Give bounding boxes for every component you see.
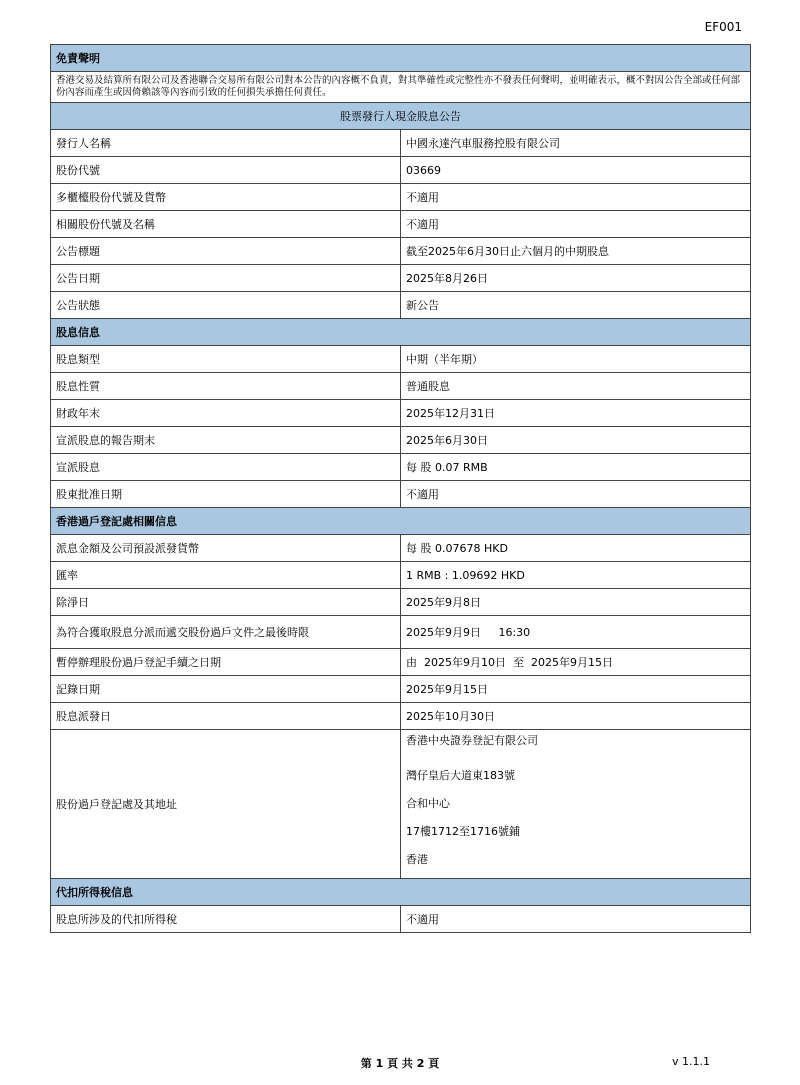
row-label: 暫停辦理股份過戶登記手續之日期 [51, 649, 401, 676]
row-label: 公告日期 [51, 265, 401, 292]
table-row [51, 481, 751, 508]
table-row [51, 649, 751, 676]
row-value: 不適用 [401, 906, 751, 933]
row-label: 多櫃檯股份代號及貨幣 [51, 184, 401, 211]
address-line: 灣仔皇后大道東183號 [406, 769, 515, 782]
row-label: 股息性質 [51, 373, 401, 400]
row-value: 不適用 [401, 184, 751, 211]
disclaimer-title: 免責聲明 [51, 45, 751, 72]
row-label: 記錄日期 [51, 676, 401, 703]
row-value: 不適用 [401, 481, 751, 508]
row-value: 2025年9月15日 [401, 676, 751, 703]
row-value: 2025年10月30日 [401, 703, 751, 730]
table-row [51, 292, 751, 319]
row-value: 由 2025年9月10日 至 2025年9月15日 [401, 649, 751, 676]
form-code: EF001 [704, 20, 742, 34]
table-row [51, 589, 751, 616]
table-row [51, 616, 751, 649]
row-value: 普通股息 [401, 373, 751, 400]
row-value: 截至2025年6月30日止六個月的中期股息 [401, 238, 751, 265]
table-row [51, 373, 751, 400]
row-label: 相關股份代號及名稱 [51, 211, 401, 238]
row-value: 2025年9月9日 16:30 [401, 616, 751, 649]
row-value: 2025年12月31日 [401, 400, 751, 427]
row-label: 宣派股息的報告期末 [51, 427, 401, 454]
row-label: 股息類型 [51, 346, 401, 373]
table-row [51, 703, 751, 730]
address-line: 17樓1712至1716號鋪 [406, 825, 520, 838]
row-value: 中期（半年期） [401, 346, 751, 373]
row-label: 派息金額及公司預設派發貨幣 [51, 535, 401, 562]
announcement-form [50, 44, 751, 933]
row-label: 股份代號 [51, 157, 401, 184]
table-row [51, 211, 751, 238]
table-row [51, 730, 751, 879]
address-label: 股份過戶登記處及其地址 [51, 730, 401, 879]
row-value: 2025年9月8日 [401, 589, 751, 616]
table-row [51, 157, 751, 184]
row-value: 每 股 0.07 RMB [401, 454, 751, 481]
row-label: 匯率 [51, 562, 401, 589]
page-number: 第 1 頁 共 2 頁 [360, 1057, 440, 1070]
row-value: 不適用 [401, 211, 751, 238]
row-label: 發行人名稱 [51, 130, 401, 157]
row-label: 公告狀態 [51, 292, 401, 319]
table-row [51, 906, 751, 933]
row-label: 股息所涉及的代扣所得稅 [51, 906, 401, 933]
table-row [51, 238, 751, 265]
row-value: 2025年6月30日 [401, 427, 751, 454]
version-label: v 1.1.1 [672, 1055, 710, 1068]
address-line: 香港 [406, 853, 428, 866]
row-value: 2025年8月26日 [401, 265, 751, 292]
row-value: 中國永達汽車服務控股有限公司 [401, 130, 751, 157]
table-row [51, 676, 751, 703]
dividend-info-heading: 股息信息 [51, 319, 751, 346]
withholding-tax-heading: 代扣所得稅信息 [51, 879, 751, 906]
row-label: 宣派股息 [51, 454, 401, 481]
row-label: 財政年末 [51, 400, 401, 427]
table-row [51, 265, 751, 292]
address-line: 合和中心 [406, 797, 450, 810]
row-value: 每 股 0.07678 HKD [401, 535, 751, 562]
table-row [51, 400, 751, 427]
announcement-heading: 股票發行人現金股息公告 [51, 103, 751, 130]
address-line: 香港中央證券登記有限公司 [406, 734, 538, 747]
row-label: 股東批准日期 [51, 481, 401, 508]
table-row [51, 562, 751, 589]
row-label: 除淨日 [51, 589, 401, 616]
row-value: 新公告 [401, 292, 751, 319]
disclaimer-text: 香港交易及結算所有限公司及香港聯合交易所有限公司對本公告的內容概不負責，對其準確性或完整性亦不發表任何聲明，並明確表示，概不對因公告全部或任何部份內容而產生或因倚賴該等內容而引致的任何損失承擔任何責任。 [51, 72, 751, 103]
table-row [51, 535, 751, 562]
hk-registrar-heading: 香港過戶登記處相關信息 [51, 508, 751, 535]
table-row [51, 130, 751, 157]
table-row [51, 454, 751, 481]
row-label: 公告標題 [51, 238, 401, 265]
table-row [51, 184, 751, 211]
table-row [51, 427, 751, 454]
row-value: 03669 [401, 157, 751, 184]
registrar-address [401, 730, 751, 879]
table-row [51, 346, 751, 373]
row-value: 1 RMB : 1.09692 HKD [401, 562, 751, 589]
row-label: 股息派發日 [51, 703, 401, 730]
row-label: 為符合獲取股息分派而遞交股份過戶文件之最後時限 [51, 616, 401, 649]
